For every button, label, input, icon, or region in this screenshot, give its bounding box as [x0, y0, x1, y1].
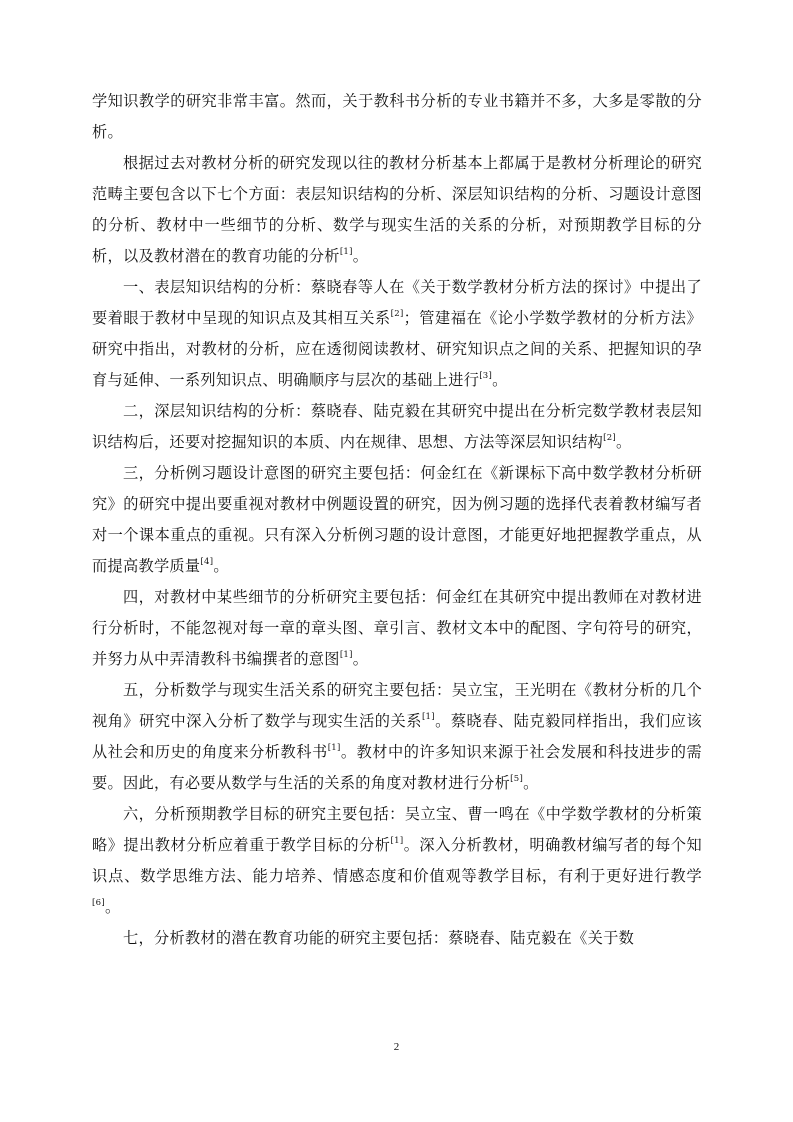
citation-marker: [1]	[339, 246, 353, 257]
text-run: 四，对教材中某些细节的分析研究主要包括：何金红在其研究中提出教师在对教材进行分析时，不能忽视对每一章的章头图、章引言、教材文本中的配图、字句符号的研究，并努力从中弄清教科书编撰者的意图	[92, 588, 702, 668]
paragraph	[92, 582, 702, 675]
text-run: 。	[492, 371, 508, 389]
text-run: 。	[213, 557, 229, 575]
citation-marker: [4]	[200, 556, 214, 567]
paragraph	[92, 799, 702, 923]
citation-marker: [3]	[479, 370, 493, 381]
citation-marker: [1]	[327, 742, 341, 753]
citation-marker: [1]	[421, 711, 435, 722]
text-run: 。	[104, 898, 121, 916]
text-run: 。蔡晓春、陆克毅同样指出，我们应该从社会和历史的角度来分析教科书	[92, 712, 702, 761]
paragraph	[92, 396, 702, 458]
text-run: 六，分析预期教学目标的研究主要包括：吴立宝、曹一鸣在《中学数学教材的分析策略》提出教材分析应着重于教学目标的分析	[92, 805, 702, 854]
text-run: 三，分析例习题设计意图的研究主要包括：何金红在《新课标下高中数学教材分析研究》的研究中提出要重视对教材中例题设置的研究，因为例习题的选择代表着教材编写者对一个课本重点的重视。只有深入分析例习题的设计意图，才能更好地把握教学重点，从而提高教学质量	[92, 464, 702, 575]
text-run: 。	[523, 774, 539, 792]
paragraph	[92, 148, 702, 272]
text-run: 。	[352, 247, 369, 265]
paragraph	[92, 86, 702, 148]
paragraph	[92, 272, 702, 396]
citation-marker: [1]	[390, 835, 404, 846]
text-run: 二，深层知识结构的分析：蔡晓春、陆克毅在其研究中提出在分析完数学教材表层知识结构后，还要对挖掘知识的本质、内在规律、思想、方法等深层知识结构	[92, 402, 702, 451]
citation-marker: [1]	[339, 649, 353, 660]
document-body	[92, 86, 702, 954]
text-run: 。教材中的许多知识来源于社会发展和科技进步的需要。因此，有必要从数学与生活的关系的角度对教材进行分析	[92, 743, 703, 792]
citation-marker: [2]	[603, 432, 617, 443]
text-run: 学知识教学的研究非常丰富。然而，关于教科书分析的专业书籍并不多，大多是零散的分析。	[92, 92, 702, 141]
text-run: 五，分析数学与现实生活关系的研究主要包括：吴立宝，王光明在《教材分析的几个视角》研究中深入分析了数学与现实生活的关系	[92, 681, 702, 730]
text-run: 。	[352, 650, 369, 668]
citation-marker: [6]	[92, 897, 105, 908]
text-run: ；管建福在《论小学数学教材的分析方法》研究中指出，对教材的分析，应在透彻阅读教材、研究知识点之间的关系、把握知识的孕育与延伸、一系列知识点、明确顺序与层次的基础上进行	[92, 309, 702, 389]
text-run: 根据过去对教材分析的研究发现以往的教材分析基本上都属于是教材分析理论的研究范畴主要包含以下七个方面：表层知识结构的分析、深层知识结构的分析、习题设计意图的分析、教材中一些细节的分析、数学与现实生活的关系的分析，对预期教学目标的分析，以及教材潜在的教育功能的分析	[92, 154, 702, 265]
text-run: 。	[616, 433, 632, 451]
text-run: 。深入分析教材，明确教材编写者的每个知识点、数学思维方法、能力培养、情感态度和价值观等教学目标，有利于更好进行教学	[92, 836, 703, 885]
citation-marker: [2]	[390, 308, 404, 319]
text-run: 一、表层知识结构的分析：蔡晓春等人在《关于数学教材分析方法的探讨》中提出了要着眼于教材中呈现的知识点及其相互关系	[92, 278, 702, 327]
paragraph	[92, 458, 702, 582]
paragraph	[92, 675, 702, 799]
paragraph	[92, 923, 702, 954]
page-number: 2	[393, 1041, 400, 1053]
text-run: 七，分析教材的潜在教育功能的研究主要包括：蔡晓春、陆克毅在《关于数	[123, 929, 635, 947]
citation-marker: [5]	[510, 773, 524, 784]
